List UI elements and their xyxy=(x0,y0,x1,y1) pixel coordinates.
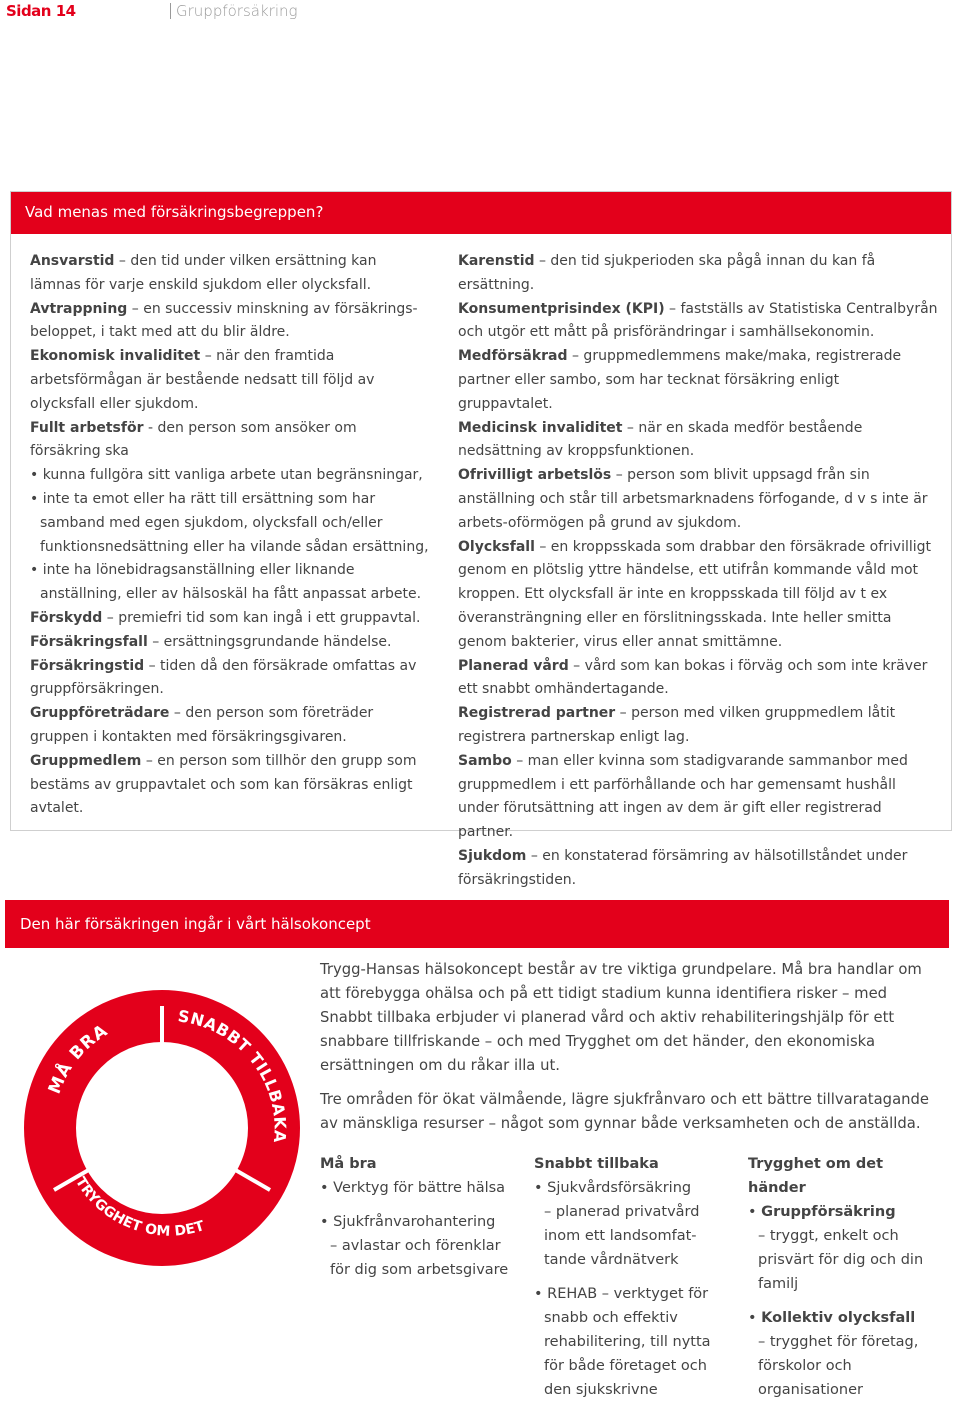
glossary-term: Försäkringsfall – ersättningsgrundande händelse. xyxy=(30,633,392,650)
glossary-term: Konsumentprisindex (KPI) – fastställs av Statistiska Centralbyrån och utgör ett mått på prisförändringar i samhällsekonomin. xyxy=(458,300,938,341)
glossary-box xyxy=(10,191,952,888)
glossary-term: Olycksfall – en kroppsskada som drabbar den försäkrade ofrivilligt genom en plötslig yttre händelse, ett utifrån kommande våld mot kroppen. Ett olycksfall är inte en kroppsskada till följd av t ex överansträngning eller en förslitningsskada. Inte heller smitta genom bakterier, virus eller annat smittämne. xyxy=(458,538,932,650)
pillar-title: Snabbt tillbaka xyxy=(534,1156,659,1172)
glossary-term: Karenstid – den tid sjukperioden ska pågå innan du kan få ersättning. xyxy=(458,253,876,293)
glossary-term: Avtrappning – en successiv minskning av försäkrings-beloppet, i takt med att du blir äldre. xyxy=(30,300,418,341)
glossary-term: Ekonomisk invaliditet – när den framtida arbetsförmågan är bestående nedsatt till följd av olycksfall eller sjukdom. xyxy=(30,348,375,412)
pillar-item: • Verktyg för bättre hälsa xyxy=(320,1180,506,1196)
pillar-trygghet-om-det-hander xyxy=(748,1152,938,1402)
section-title: Gruppförsäkring xyxy=(176,2,298,20)
health-intro xyxy=(320,958,940,1146)
pillar-item: • REHAB – verktyget för snabb och effektiv rehabilitering, till nytta för både företaget och den sjukskrivne xyxy=(534,1286,711,1398)
glossary-header-bar xyxy=(11,192,951,234)
glossary-title: Vad menas med försäkringsbegreppen? xyxy=(25,203,324,221)
glossary-right-column xyxy=(458,250,938,893)
health-concept-circle xyxy=(18,978,300,1266)
glossary-term: Sambo – man eller kvinna som stadigvarande sammanbor med gruppmedlem i ett parförhållande och har gemensamt hushåll under förutsättning att ingen av dem är gift eller registrerad partner. xyxy=(458,752,908,841)
glossary-term: Planerad vård – vård som kan bokas i förväg och som inte kräver ett snabbt omhändertagande. xyxy=(458,657,928,698)
pillar-item: • Kollektiv olycksfall – trygghet för företag, förskolor och organisationer xyxy=(748,1310,919,1398)
glossary-left-column xyxy=(30,250,430,821)
pillar-title: Trygghet om det händer xyxy=(748,1156,884,1196)
health-concept-header-bar xyxy=(5,900,949,948)
intro-paragraph: Tre områden för ökat välmående, lägre sjukfrånvaro och ett bättre tillvaratagande av mänskliga resurser – något som gynnar både verksamheten och de anställda. xyxy=(320,1091,930,1132)
pillar-title: Må bra xyxy=(320,1156,377,1172)
glossary-term: Ofrivilligt arbetslös – person som blivit uppsagd från sin anställning och står till arbetsmarknadens förfogande, d v s inte är arbets-oförmögen på grund av sjukdom. xyxy=(458,467,928,531)
page-number: Sidan 14 xyxy=(6,2,76,20)
intro-paragraph: Trygg-Hansas hälsokoncept består av tre viktiga grundpelare. Må bra handlar om att förebygga ohälsa och på ett tidigt stadium kunna identifiera risker – med Snabbt tillbaka erbjuder vi planerad vård och aktiv rehabiliteringshjälp för ett snabbare tillfriskande – och med Trygghet om det händer, den ekonomiska ersättningen om du råkar illa ut. xyxy=(320,961,922,1074)
glossary-term: Ansvarstid – den tid under vilken ersättning kan lämnas för varje enskild sjukdom eller olycksfall. xyxy=(30,253,377,293)
pillar-item: • Gruppförsäkring – tryggt, enkelt och prisvärt för dig och din familj xyxy=(748,1204,924,1292)
bullet-item: • inte ta emot eller ha rätt till ersättning som har samband med egen sjukdom, olycksfall och/eller funktionsnedsättning eller ha vilande sådan ersättning, xyxy=(30,490,429,555)
glossary-term: Gruppmedlem – en person som tillhör den grupp som bestäms av gruppavtalet och som kan försäkras enligt avtalet. xyxy=(30,752,417,817)
ring-label-trygghet: TRYGGHET OM DET HÄNDER xyxy=(18,978,212,1240)
bullet-item: • inte ha lönebidragsanställning eller liknande anställning, eller av hälsoskäl ha fått anpassat arbete. xyxy=(30,562,422,603)
glossary-term: Sjukdom – en konstaterad försämring av hälsotillståndet under försäkringstiden. xyxy=(458,847,908,888)
header-divider xyxy=(170,3,171,19)
bullet-item: • kunna fullgöra sitt vanliga arbete utan begränsningar, xyxy=(30,467,423,484)
pillar-item: • Sjukfrånvarohantering – avlastar och förenklar för dig som arbetsgivare xyxy=(320,1214,509,1278)
glossary-term: Gruppföreträdare – den person som företräder gruppen i kontakten med försäkringsgivaren. xyxy=(30,705,374,745)
glossary-term: Registrerad partner – person med vilken gruppmedlem låtit registrera partnerskap enligt lag. xyxy=(458,705,896,745)
pillar-ma-bra xyxy=(320,1152,515,1282)
glossary-term: Fullt arbetsför - den person som ansöker om försäkring ska xyxy=(30,419,357,460)
health-ring-graphic xyxy=(18,978,300,1266)
health-concept-title: Den här försäkringen ingår i vårt hälsokoncept xyxy=(20,915,371,933)
glossary-term: Förskydd – premiefri tid som kan ingå i ett gruppavtal. xyxy=(30,609,421,626)
ring-label-ma-bra: MÅ BRA xyxy=(44,1020,112,1097)
page-header xyxy=(0,0,960,26)
ring-label-snabbt-tillbaka: SNABBT TILLBAKA xyxy=(176,1006,290,1144)
glossary-term: Försäkringstid – tiden då den försäkrade omfattas av gruppförsäkringen. xyxy=(30,657,417,698)
pillar-item: • Sjukvårdsförsäkring – planerad privatvård inom ett landsomfat-tande vårdnätverk xyxy=(534,1180,700,1268)
pillar-snabbt-tillbaka xyxy=(534,1152,724,1402)
glossary-term: Medicinsk invaliditet – när en skada medför bestående nedsättning av kroppsfunktionen. xyxy=(458,419,863,460)
glossary-term: Medförsäkrad – gruppmedlemmens make/maka, registrerade partner eller sambo, som har tecknat försäkring enligt gruppavtalet. xyxy=(458,348,902,412)
